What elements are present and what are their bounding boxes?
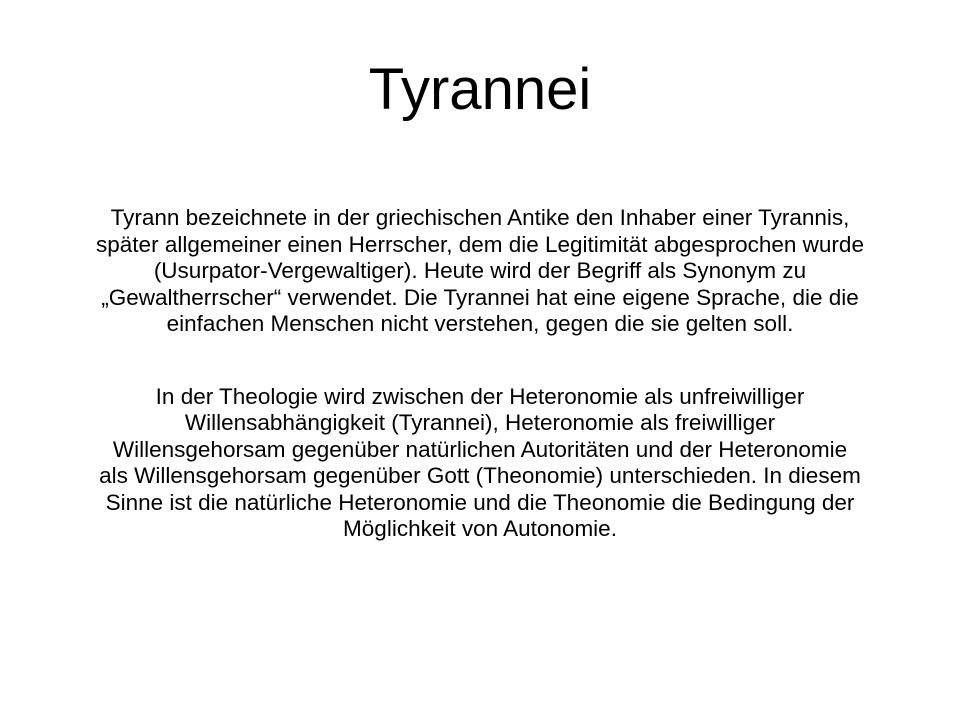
slide-body (96, 205, 864, 543)
paragraph-theologie-heteronomie: In der Theologie wird zwischen der Heteronomie als unfreiwilliger Willensabhängigkeit (Tyrannei), Heteronomie als freiwilliger Willensgehorsam gegenüber natürlichen Autoritäten und der Heteronomie als Willensgehorsam gegenüber Gott (Theonomie) unterschieden. In diesem Sinne ist die natürliche Heteronomie und die Theonomie die Bedingung der Möglichkeit von Autonomie. (99, 383, 861, 541)
paragraph-tyrann-definition: Tyrann bezeichnete in der griechischen Antike den Inhaber einer Tyrannis, später allgemeiner einen Herrscher, dem die Legitimität abgesprochen wurde (Usurpator-Vergewaltiger). Heute wird der Begriff als Synonym zu „Gewaltherrscher“ verwendet. Die Tyrannei hat eine eigene Sprache, die die einfachen Menschen nicht verstehen, gegen die sie gelten soll. (96, 205, 864, 336)
slide-title: Tyrannei (368, 57, 592, 122)
